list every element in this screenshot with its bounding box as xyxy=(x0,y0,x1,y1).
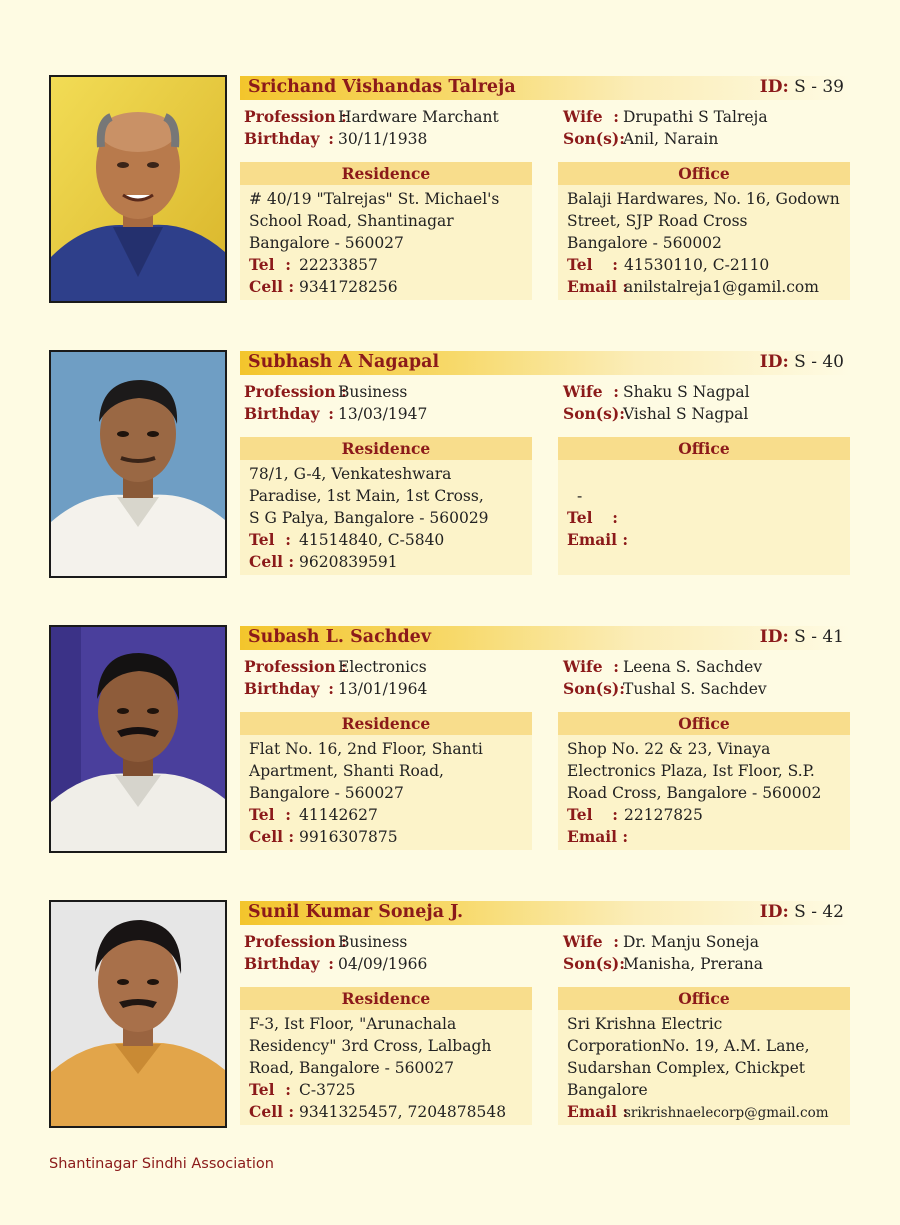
member-photo xyxy=(49,900,227,1128)
wife-value: Drupathi S Talreja xyxy=(623,108,768,126)
address-line: Bangalore - 560002 xyxy=(567,234,722,252)
tel-label: Tel : xyxy=(567,805,618,824)
address-line: Paradise, 1st Main, 1st Cross, xyxy=(249,487,484,505)
cell-value: 9341728256 xyxy=(299,278,398,296)
cell-label: Cell : xyxy=(249,1102,295,1121)
address-line: Sri Krishna Electric xyxy=(567,1015,723,1033)
profession-row xyxy=(244,382,407,401)
id-label: ID: xyxy=(759,627,789,647)
member-id xyxy=(760,352,844,372)
sons-label: Son(s): xyxy=(563,954,625,973)
member-id xyxy=(760,627,844,647)
residence-box xyxy=(240,712,532,850)
email-label: Email : xyxy=(567,1102,629,1121)
cell-label: Cell : xyxy=(249,827,295,846)
cell-label: Cell : xyxy=(249,277,295,296)
member-photo xyxy=(49,75,227,303)
id-value: S - 40 xyxy=(794,352,844,372)
address-line: S G Palya, Bangalore - 560029 xyxy=(249,509,489,527)
wife-value: Dr. Manju Soneja xyxy=(623,933,759,951)
wife-label: Wife : xyxy=(563,932,619,951)
profession-label: Profession : xyxy=(244,657,347,676)
tel-value: 41530110, C-2110 xyxy=(624,256,770,274)
address-line: School Road, Shantinagar xyxy=(249,212,454,230)
member-id xyxy=(760,902,844,922)
birthday-row xyxy=(244,404,427,423)
sons-value: Manisha, Prerana xyxy=(623,955,763,973)
wife-value: Shaku S Nagpal xyxy=(623,383,750,401)
birthday-label: Birthday : xyxy=(244,129,334,148)
profession-row xyxy=(244,932,407,951)
tel-row xyxy=(249,254,522,276)
office-box xyxy=(558,437,850,575)
address-line: Electronics Plaza, Ist Floor, S.P. xyxy=(567,762,815,780)
tel-row xyxy=(567,804,840,826)
address-line: Street, SJP Road Cross xyxy=(567,212,748,230)
sons-value: Anil, Narain xyxy=(623,130,719,148)
birthday-row xyxy=(244,679,427,698)
sons-value: Vishal S Nagpal xyxy=(623,405,749,423)
member-photo xyxy=(49,625,227,853)
member-name: Subash L. Sachdev xyxy=(248,627,431,647)
wife-row xyxy=(563,657,762,676)
member-card xyxy=(0,900,900,1130)
wife-label: Wife : xyxy=(563,107,619,126)
profession-label: Profession : xyxy=(244,107,347,126)
residence-header: Residence xyxy=(240,712,532,735)
birthday-row xyxy=(244,954,427,973)
cell-value: 9341325457, 7204878548 xyxy=(299,1103,507,1121)
name-bar xyxy=(240,351,850,375)
office-header: Office xyxy=(558,162,850,185)
email-label: Email : xyxy=(567,530,629,549)
birthday-row xyxy=(244,129,427,148)
address-line: Apartment, Shanti Road, xyxy=(249,762,444,780)
address-line: Residency" 3rd Cross, Lalbagh xyxy=(249,1037,492,1055)
cell-label: Cell : xyxy=(249,552,295,571)
profession-value: Hardware Marchant xyxy=(338,108,499,126)
office-header: Office xyxy=(558,712,850,735)
tel-row xyxy=(249,1079,522,1101)
wife-value: Leena S. Sachdev xyxy=(623,658,763,676)
sons-value: Tushal S. Sachdev xyxy=(623,680,767,698)
email-label: Email : xyxy=(567,277,629,296)
member-name: Sunil Kumar Soneja J. xyxy=(248,902,464,922)
wife-row xyxy=(563,107,768,126)
tel-value: C-3725 xyxy=(299,1081,356,1099)
email-row xyxy=(567,529,840,551)
birthday-value: 04/09/1966 xyxy=(338,955,428,973)
address-line: CorporationNo. 19, A.M. Lane, xyxy=(567,1037,810,1055)
office-box xyxy=(558,162,850,300)
email-label: Email : xyxy=(567,827,629,846)
profession-row xyxy=(244,657,427,676)
office-box xyxy=(558,987,850,1125)
address-line: 78/1, G-4, Venkateshwara xyxy=(249,465,452,483)
sons-row xyxy=(563,129,718,148)
tel-value: 41142627 xyxy=(299,806,378,824)
residence-header: Residence xyxy=(240,162,532,185)
tel-row xyxy=(249,804,522,826)
email-row xyxy=(567,276,840,298)
email-value: srikrishnaelecorp@gmail.com xyxy=(624,1105,829,1121)
address-line: Shop No. 22 & 23, Vinaya xyxy=(567,740,771,758)
name-bar xyxy=(240,901,850,925)
tel-value: 22127825 xyxy=(624,806,703,824)
email-value: anilstalreja1@gamil.com xyxy=(624,278,819,296)
sons-label: Son(s): xyxy=(563,404,625,423)
member-card xyxy=(0,625,900,855)
address-line: Bangalore xyxy=(567,1081,648,1099)
tel-row xyxy=(567,507,840,529)
address-line: Bangalore - 560027 xyxy=(249,234,404,252)
member-card xyxy=(0,75,900,305)
id-label: ID: xyxy=(759,902,789,922)
profession-value: Business xyxy=(338,933,408,951)
cell-row xyxy=(249,551,522,573)
birthday-label: Birthday : xyxy=(244,679,334,698)
cell-row xyxy=(249,276,522,298)
cell-row xyxy=(249,1101,522,1123)
residence-box xyxy=(240,987,532,1125)
cell-row xyxy=(249,826,522,848)
tel-label: Tel : xyxy=(249,1080,291,1099)
profession-label: Profession : xyxy=(244,932,347,951)
address-line: Road, Bangalore - 560027 xyxy=(249,1059,454,1077)
profession-value: Business xyxy=(338,383,408,401)
sons-label: Son(s): xyxy=(563,679,625,698)
sons-row xyxy=(563,954,763,973)
birthday-value: 30/11/1938 xyxy=(338,130,428,148)
birthday-label: Birthday : xyxy=(244,954,334,973)
email-row xyxy=(567,1101,840,1124)
member-name: Subhash A Nagapal xyxy=(248,352,440,372)
address-line: F-3, Ist Floor, "Arunachala xyxy=(249,1015,457,1033)
id-value: S - 42 xyxy=(794,902,844,922)
id-label: ID: xyxy=(759,352,789,372)
name-bar xyxy=(240,626,850,650)
member-photo xyxy=(49,350,227,578)
id-value: S - 41 xyxy=(794,627,844,647)
birthday-value: 13/03/1947 xyxy=(338,405,428,423)
office-header: Office xyxy=(558,987,850,1010)
tel-row xyxy=(567,254,840,276)
address-line: Road Cross, Bangalore - 560002 xyxy=(567,784,822,802)
wife-row xyxy=(563,382,750,401)
cell-value: 9916307875 xyxy=(299,828,398,846)
profession-label: Profession : xyxy=(244,382,347,401)
member-name: Srichand Vishandas Talreja xyxy=(248,77,516,97)
residence-header: Residence xyxy=(240,987,532,1010)
residence-box xyxy=(240,162,532,300)
tel-label: Tel : xyxy=(249,255,291,274)
id-label: ID: xyxy=(759,77,789,97)
address-line: # 40/19 "Talrejas" St. Michael's xyxy=(249,190,500,208)
address-line: Bangalore - 560027 xyxy=(249,784,404,802)
member-card xyxy=(0,350,900,580)
email-row xyxy=(567,826,840,848)
wife-row xyxy=(563,932,759,951)
sons-row xyxy=(563,679,767,698)
tel-row xyxy=(249,529,522,551)
residence-box xyxy=(240,437,532,575)
id-value: S - 39 xyxy=(794,77,844,97)
office-header: Office xyxy=(558,437,850,460)
tel-value: 41514840, C-5840 xyxy=(299,531,445,549)
profession-row xyxy=(244,107,499,126)
cell-value: 9620839591 xyxy=(299,553,398,571)
address-line: Sudarshan Complex, Chickpet xyxy=(567,1059,805,1077)
office-box xyxy=(558,712,850,850)
wife-label: Wife : xyxy=(563,657,619,676)
birthday-value: 13/01/1964 xyxy=(338,680,428,698)
member-id xyxy=(760,77,844,97)
wife-label: Wife : xyxy=(563,382,619,401)
address-line: Balaji Hardwares, No. 16, Godown xyxy=(567,190,840,208)
association-footer: Shantinagar Sindhi Association xyxy=(49,1156,274,1172)
name-bar xyxy=(240,76,850,100)
profession-value: Electronics xyxy=(338,658,427,676)
tel-label: Tel : xyxy=(249,530,291,549)
tel-label: Tel : xyxy=(567,255,618,274)
sons-row xyxy=(563,404,748,423)
birthday-label: Birthday : xyxy=(244,404,334,423)
address-line xyxy=(567,463,840,485)
sons-label: Son(s): xyxy=(563,129,625,148)
address-line: Flat No. 16, 2nd Floor, Shanti xyxy=(249,740,483,758)
tel-label: Tel : xyxy=(567,508,618,527)
address-line: - xyxy=(577,487,583,505)
tel-value: 22233857 xyxy=(299,256,378,274)
tel-label: Tel : xyxy=(249,805,291,824)
residence-header: Residence xyxy=(240,437,532,460)
